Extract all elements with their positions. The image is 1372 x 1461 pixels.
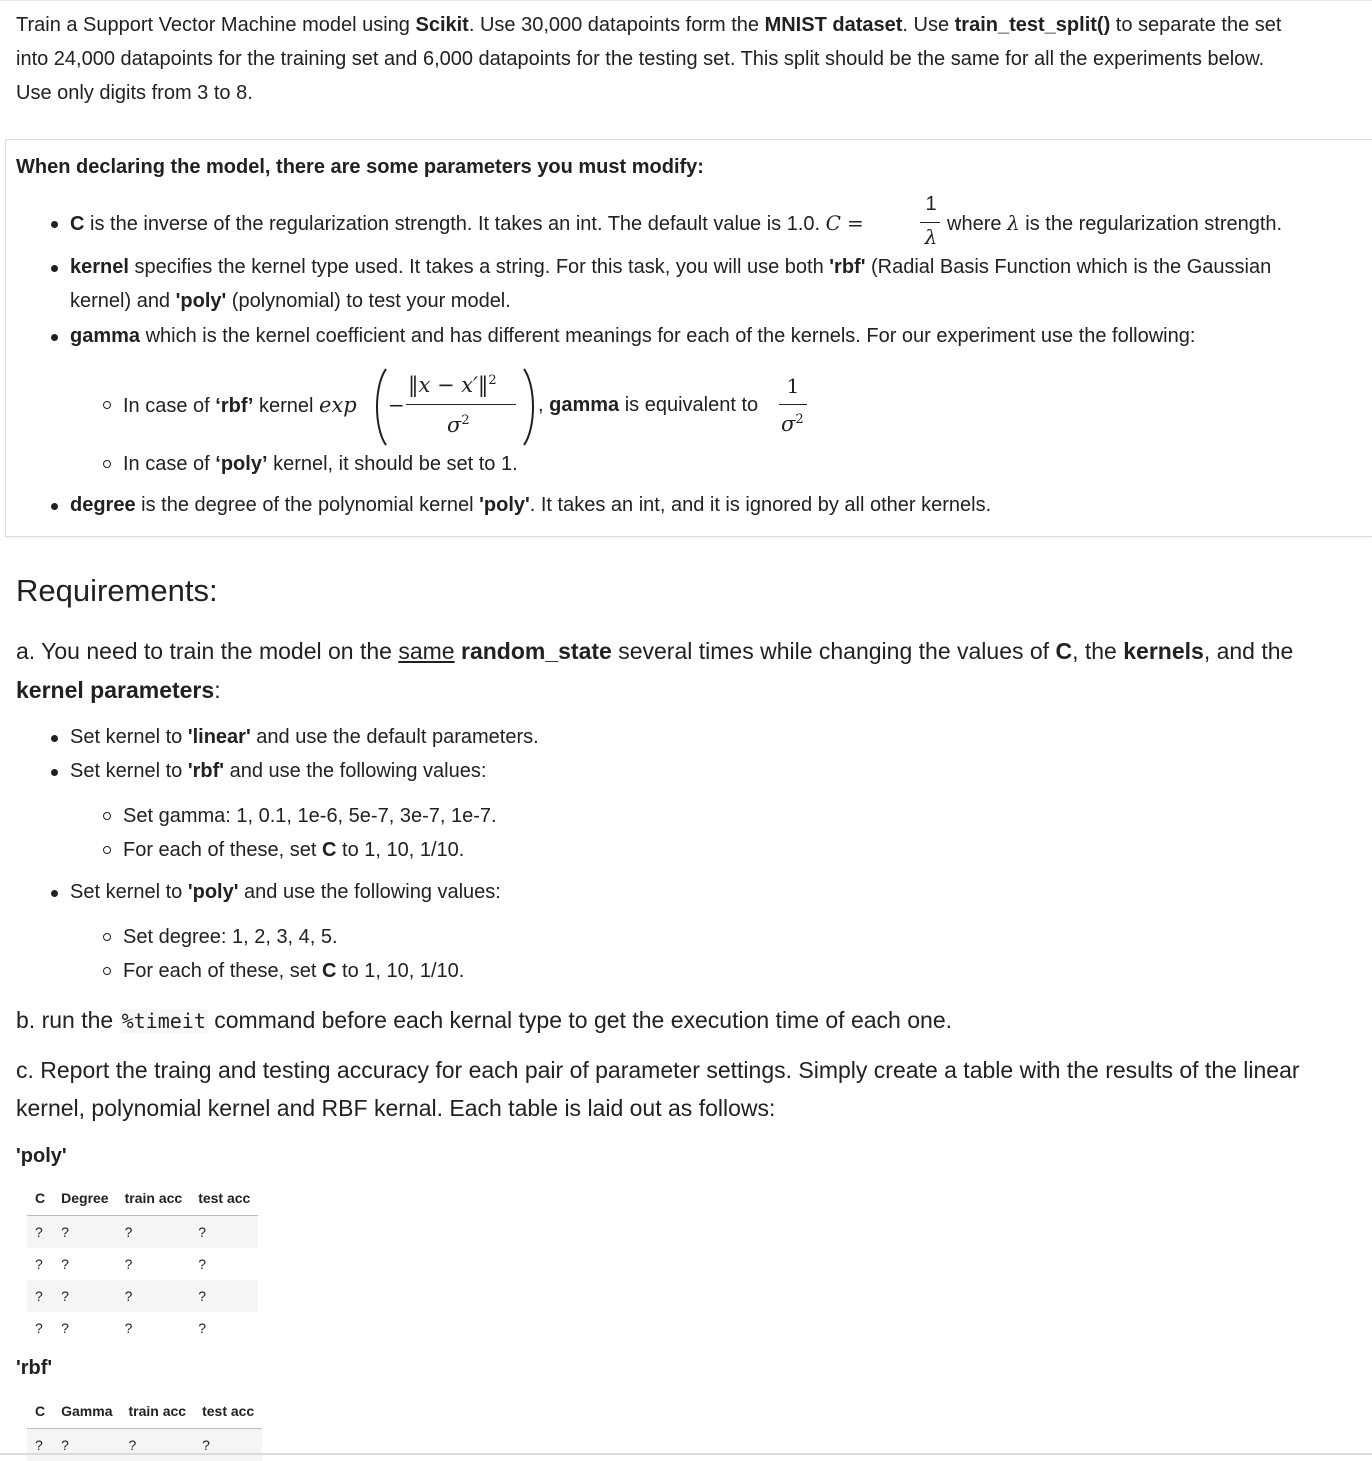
table-cell: ? [117,1312,191,1344]
table-cell: ? [27,1248,53,1280]
table-cell: ? [27,1312,53,1344]
param-gamma-text: gamma which is the kernel coefficient and has different meanings for each of the kernels. For our experiment use the following: [70,321,1195,351]
poly-table-label: 'poly' [16,1145,67,1168]
bullet-icon [51,735,58,742]
req-poly: Set kernel to 'poly' and use the following values: [70,877,501,907]
bullet-icon [51,503,58,510]
table-cell: ? [117,1248,191,1280]
intro-line-1: Train a Support Vector Machine model using Scikit. Use 30,000 datapoints form the MNIST dataset. Use train_test_split() to separate the set [16,8,1281,42]
table-cell: ? [190,1280,258,1312]
req-rbf-c: For each of these, set C to 1, 10, 1/10. [123,835,464,865]
sub-bullet-icon [103,933,111,941]
sub-bullet-icon [103,401,111,409]
table-row [27,1248,258,1280]
table-cell: ? [27,1429,53,1461]
table-row [27,1280,258,1312]
column-header: test acc [190,1181,258,1216]
table-cell: ? [120,1429,194,1461]
table-row [27,1216,258,1249]
param-kernel-line-1: kernel specifies the kernel type used. It takes a string. For this task, you will use both 'rbf' (Radial Basis Function which is the Gaussian [70,252,1271,282]
column-header: test acc [194,1394,262,1429]
rbf-denominator: $\sigma^2$ [447,407,470,440]
table-cell: ? [53,1312,116,1344]
table-cell: ? [27,1280,53,1312]
req-linear: Set kernel to 'linear' and use the default parameters. [70,722,539,752]
bullet-icon [51,221,58,228]
rbf-case-text: In case of ‘rbf’ kernel exp [123,390,357,421]
poly-results-table [27,1181,258,1344]
req-a-line-1: a. You need to train the model on the same random_state several times while changing the values of C, the kernels, and the [16,632,1293,670]
table-cell: ? [53,1248,116,1280]
table-cell: ? [53,1280,116,1312]
req-c-line-2: kernel, polynomial kernel and RBF kernal. Each table is laid out as follows: [16,1089,775,1127]
table-cell: ? [190,1248,258,1280]
table-cell: ? [27,1216,53,1249]
rbf-results-table [27,1394,262,1461]
req-c-line-1: c. Report the traing and testing accuracy for each pair of parameter settings. Simply create a table with the results of the linear [16,1051,1300,1089]
param-degree-text: degree is the degree of the polynomial kernel 'poly'. It takes an int, and it is ignored by all other kernels. [70,490,991,520]
intro-line-2: into 24,000 datapoints for the training set and 6,000 datapoints for the testing set. This split should be the same for all the experiments below. [16,42,1264,76]
param-c-text-2: where λ is the regularization strength. [947,208,1282,239]
table-cell: ? [53,1429,120,1461]
column-header: Degree [53,1181,116,1216]
requirements-heading: Requirements: [16,571,218,611]
rbf-minus-sign: − [388,390,405,420]
table-row [27,1312,258,1344]
table-row [27,1429,262,1461]
bullet-icon [51,334,58,341]
sub-bullet-icon [103,460,111,468]
table-cell: ? [190,1216,258,1249]
req-rbf: Set kernel to 'rbf' and use the following values: [70,756,486,786]
bullet-icon [51,265,58,272]
timeit-code: %timeit [120,1009,208,1033]
column-header: Gamma [53,1394,120,1429]
intro-line-3: Use only digits from 3 to 8. [16,76,253,110]
sub-bullet-icon [103,846,111,854]
param-c-text: C is the inverse of the regularization strength. It takes an int. The default value is 1.0. C = [70,208,870,239]
req-poly-c: For each of these, set C to 1, 10, 1/10. [123,956,464,986]
req-a-line-2: kernel parameters: [16,671,221,709]
c-fraction-denominator: λ [917,224,945,250]
column-header: C [27,1181,53,1216]
column-header: train acc [117,1181,191,1216]
sub-bullet-icon [103,812,111,820]
gamma-fraction-numerator: 1 [779,372,807,400]
param-kernel-line-2: kernel) and 'poly' (polynomial) to test your model. [70,286,511,316]
top-divider [0,0,1372,7]
gamma-fraction-denominator: $\sigma^2$ [781,406,804,439]
poly-case-text: In case of ‘poly’ kernel, it should be set to 1. [123,449,518,479]
table-cell: ? [117,1216,191,1249]
rbf-numerator: ‖x − x′‖$^2$ [408,366,497,401]
column-header: C [27,1394,53,1429]
bullet-icon [51,890,58,897]
table-cell: ? [53,1216,116,1249]
rbf-table-label: 'rbf' [16,1357,52,1380]
bullet-icon [51,769,58,776]
parameters-heading: When declaring the model, there are some parameters you must modify: [16,152,704,182]
table-cell: ? [194,1429,262,1461]
table-cell: ? [117,1280,191,1312]
rbf-gamma-equivalence: , gamma is equivalent to [538,390,758,420]
req-poly-degree: Set degree: 1, 2, 3, 4, 5. [123,922,338,952]
column-header: train acc [120,1394,194,1429]
sub-bullet-icon [103,967,111,975]
table-cell: ? [190,1312,258,1344]
rbf-fraction-bar [406,404,516,405]
req-b: b. run the %timeit command before each kernal type to get the execution time of each one. [16,1001,952,1040]
c-fraction-numerator: 1 [917,190,945,218]
req-rbf-gamma: Set gamma: 1, 0.1, 1e-6, 5e-7, 3e-7, 1e-7. [123,801,497,831]
